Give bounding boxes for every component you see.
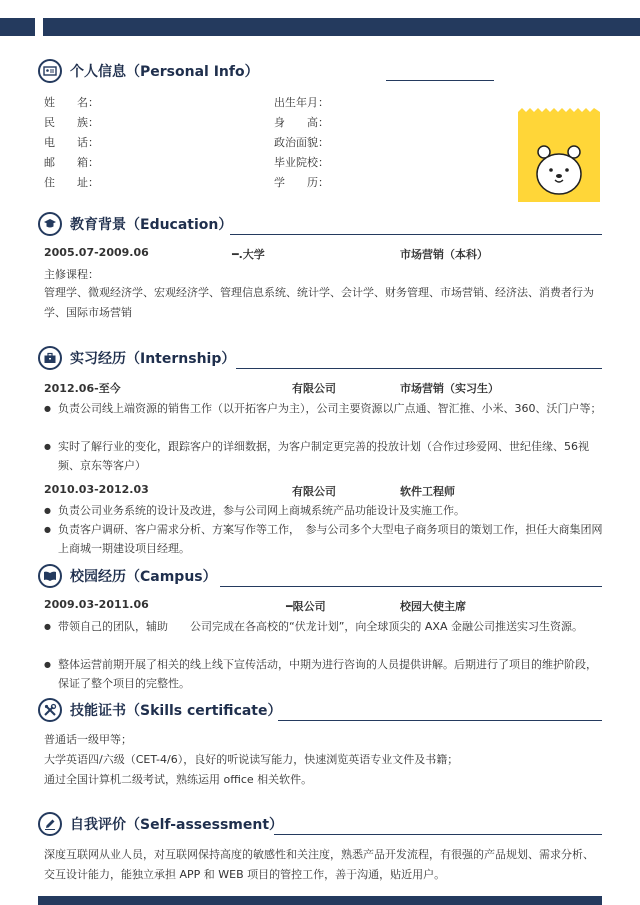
section-divider-internship (236, 368, 602, 369)
campus-role: 校园大使主席 (400, 600, 466, 613)
internship-job2-role: 软件工程师 (400, 485, 455, 498)
briefcase-icon (38, 346, 62, 370)
education-major: 市场营销（本科） (400, 248, 488, 261)
field-email: 邮 箱： (44, 156, 99, 169)
top-bar-right (43, 18, 640, 36)
section-header-personal (38, 57, 259, 85)
education-courses-label: 主修课程： (44, 268, 99, 281)
skill-line-2: 大学英语四/六级（CET-4/6），良好的听说读写能力，快速浏览英语专业文件及书籍； (44, 753, 459, 766)
section-title-personal: 个人信息（Personal Info） (70, 64, 259, 80)
section-divider-self (274, 834, 602, 835)
field-degree: 学 历： (274, 176, 329, 189)
field-ethnicity: 民 族： (44, 116, 99, 129)
self-assessment-text: 深度互联网从业人员，对互联网保持高度的敏感性和关注度，熟悉产品开发流程，有很强的产品规划、需求分析、交互设计能力，能独立承担 APP 和 WEB 项目的管控工作，善于沟通，贴近用户。 (44, 848, 594, 881)
list-item: ● 负责公司线上端资源的销售工作（以开拓客户为主），公司主要资源以广点通、智汇推、小米、360、沃门户等； (44, 399, 604, 418)
section-title-internship: 实习经历（Internship） (70, 351, 236, 367)
section-title-skills: 技能证书（Skills certificate） (70, 703, 282, 719)
section-title-self: 自我评价（Self-assessment） (70, 817, 284, 833)
avatar (518, 90, 600, 202)
field-birth: 出生年月： (274, 96, 329, 109)
section-header-education (38, 210, 232, 238)
book-icon (38, 564, 62, 588)
field-school: 毕业院校： (274, 156, 329, 169)
section-title-education: 教育背景（Education） (70, 217, 233, 233)
bottom-bar (38, 896, 602, 905)
list-item: ● 带领自己的团队，辅助 公司完成在各高校的“伏龙计划”，向全球顶尖的 AXA 金融公司推送实习生资源。 (44, 617, 604, 636)
tools-icon (38, 698, 62, 722)
section-header-internship (38, 344, 235, 372)
field-height: 身 高： (274, 116, 329, 129)
education-school: ━.大学 (232, 248, 265, 261)
edit-icon (38, 812, 62, 836)
id-card-icon (38, 59, 62, 83)
internship-job2-period: 2010.03-2012.03 (44, 483, 149, 496)
section-divider-personal (386, 80, 494, 81)
education-period: 2005.07-2009.06 (44, 246, 149, 259)
section-divider-education (230, 234, 602, 235)
section-header-campus (38, 562, 217, 590)
education-courses: 管理学、微观经济学、宏观经济学、管理信息系统、统计学、会计学、财务管理、市场营销、经济法、消费者行为学、国际市场营销 (44, 286, 594, 319)
section-title-campus: 校园经历（Campus） (70, 569, 217, 585)
field-address: 住 址： (44, 176, 99, 189)
section-header-skills (38, 696, 282, 724)
field-political: 政治面貌： (274, 136, 329, 149)
graduation-cap-icon (38, 212, 62, 236)
internship-job1-role: 市场营销（实习生） (400, 382, 499, 395)
field-phone: 电 话： (44, 136, 99, 149)
field-name: 姓 名： (44, 96, 99, 109)
skill-line-1: 普通话一级甲等； (44, 733, 132, 746)
top-bar-left (0, 18, 35, 36)
internship-job2-company: 有限公司 (292, 485, 336, 498)
section-header-self (38, 810, 283, 838)
list-item: ● 负责公司业务系统的设计及改进，参与公司网上商城系统产品功能设计及实施工作。 (44, 501, 604, 520)
list-item: ● 负责客户调研、客户需求分析、方案写作等工作， 参与公司多个大型电子商务项目的策划工作，担任大商集团网上商城一期建设项目经理。 (44, 520, 604, 558)
skill-line-3: 通过全国计算机二级考试，熟练运用 office 相关软件。 (44, 773, 313, 786)
list-item: ● 整体运营前期开展了相关的线上线下宣传活动，中期为进行咨询的人员提供讲解。后期进行了项目的维护阶段，保证了整个项目的完整性。 (44, 655, 604, 693)
campus-period: 2009.03-2011.06 (44, 598, 149, 611)
campus-org: ━限公司 (286, 600, 326, 613)
list-item: ● 实时了解行业的变化，跟踪客户的详细数据，为客户制定更完善的投放计划（合作过珍爱网、世纪佳缘、56视频、京东等客户） (44, 437, 604, 475)
section-divider-campus (220, 586, 602, 587)
internship-job1-period: 2012.06-至今 (44, 382, 121, 395)
section-divider-skills (278, 720, 602, 721)
internship-job1-company: 有限公司 (292, 382, 336, 395)
